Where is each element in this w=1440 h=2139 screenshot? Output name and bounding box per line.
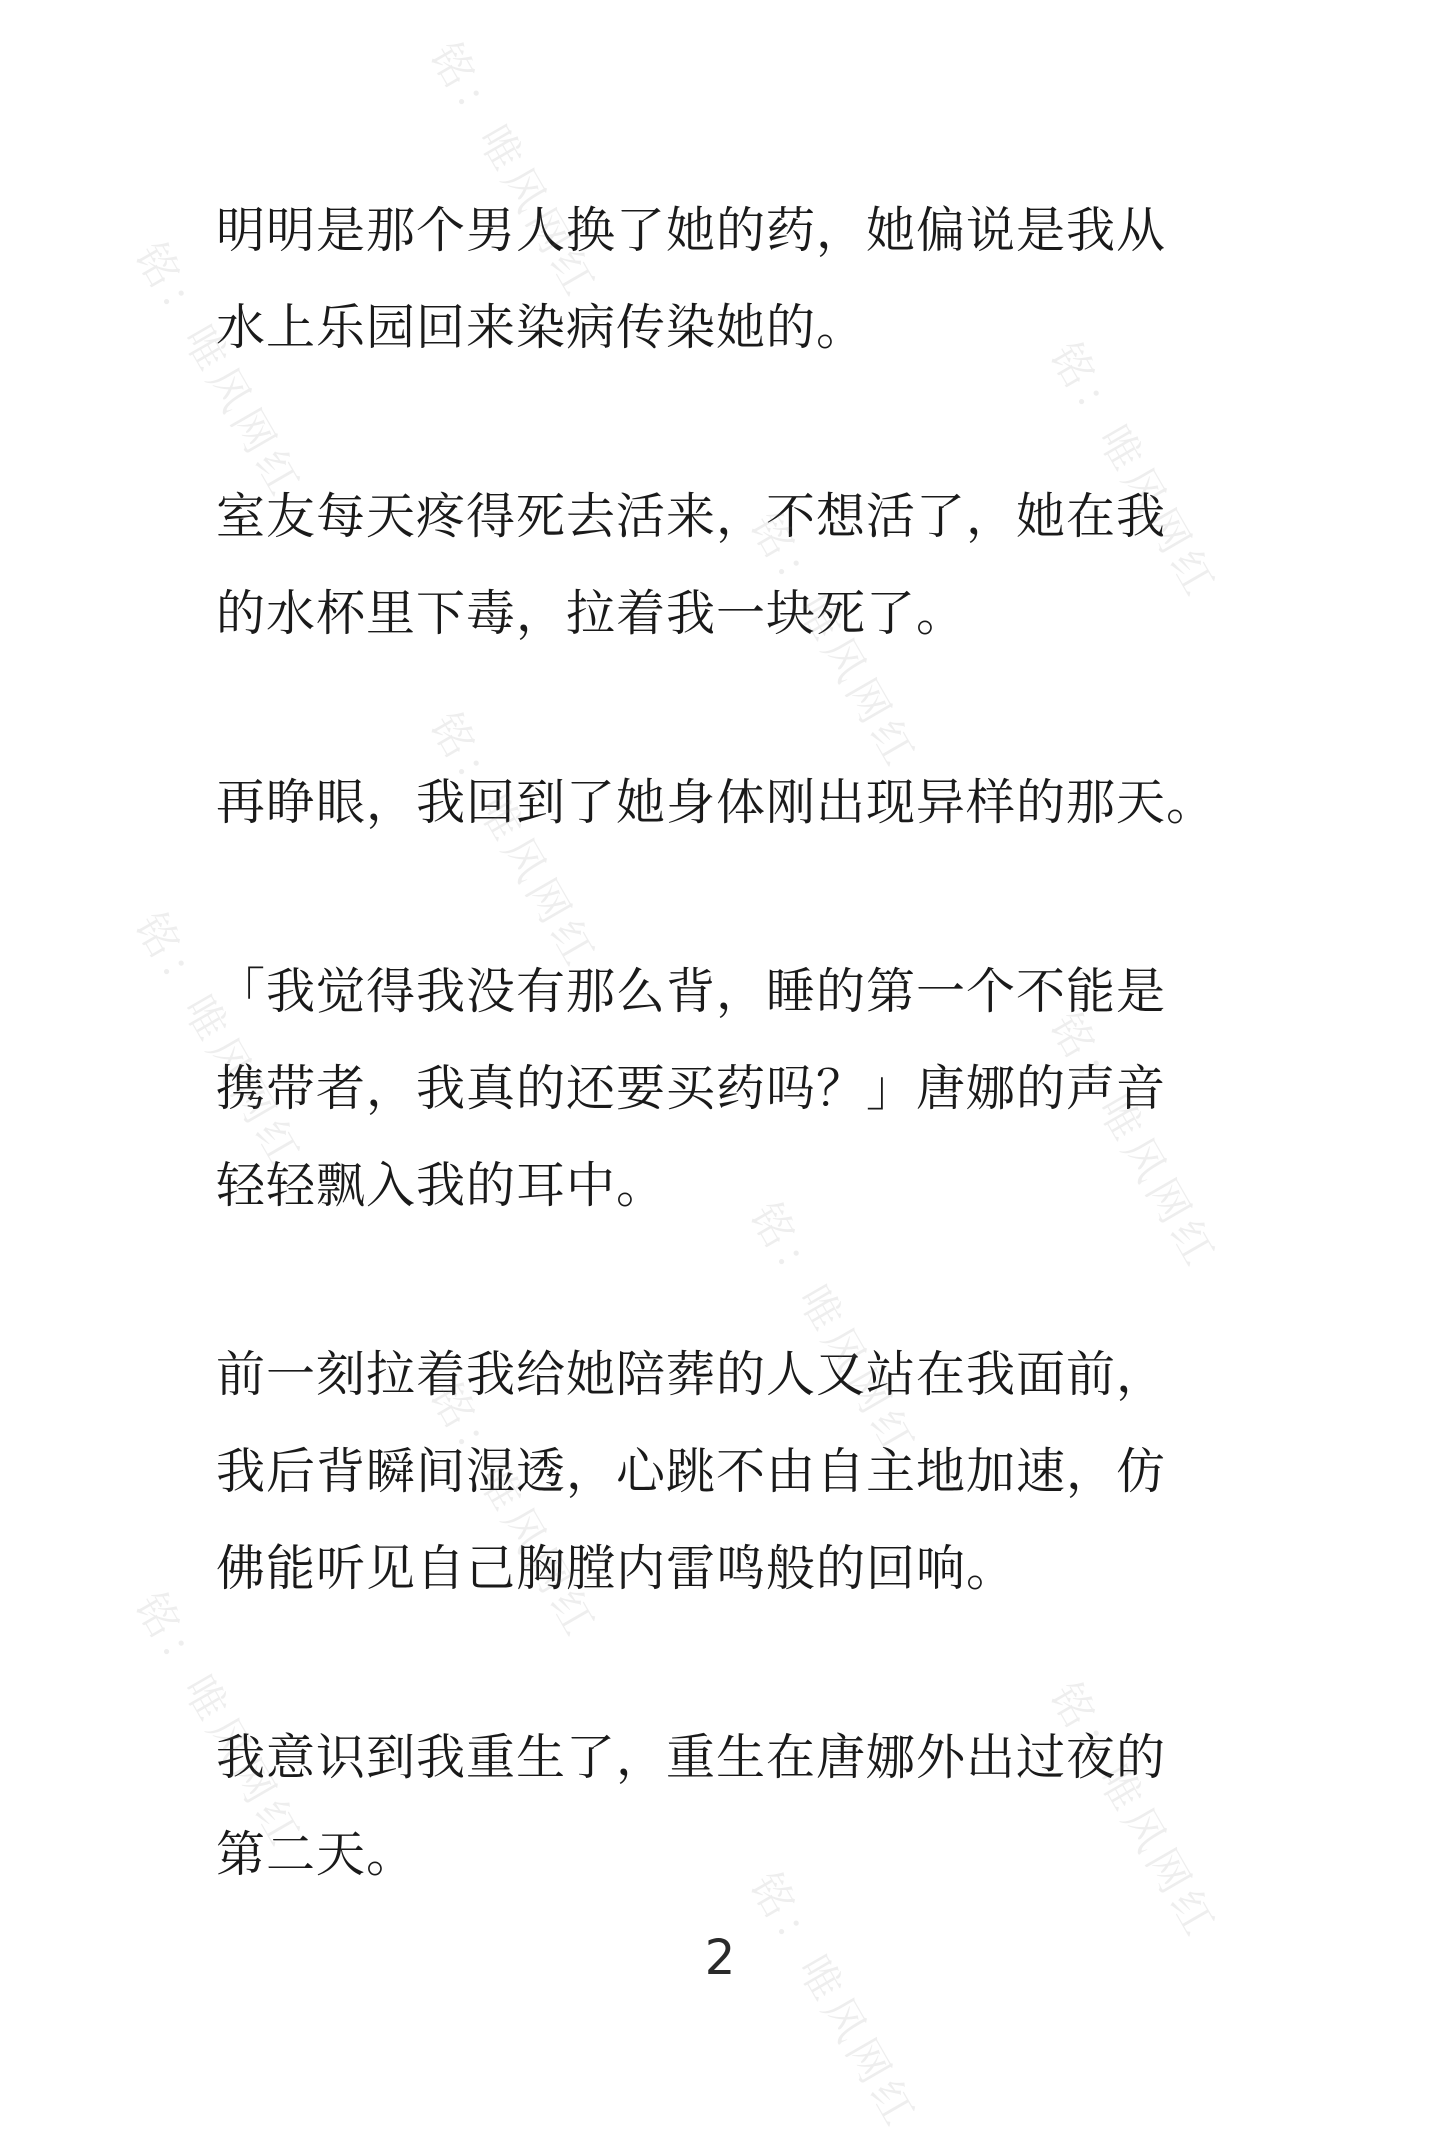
paragraph-6 (216, 1709, 1226, 1903)
paragraph-4 (216, 943, 1226, 1234)
text-line: 第二天。 (216, 1826, 417, 1883)
text-line: 我意识到我重生了，重生在唐娜外出过夜的 (216, 1729, 1167, 1786)
text-line: 轻轻飘入我的耳中。 (216, 1157, 667, 1214)
paragraph-1 (216, 182, 1226, 376)
watermark-text: 铭：唯风网红 (125, 1584, 313, 1858)
page-number: 2 (704, 1930, 736, 1986)
text-line: 水上乐园回来染病传染她的。 (216, 299, 867, 356)
watermark-text: 铭：唯风网红 (420, 34, 608, 308)
watermark-text: 铭：唯风网红 (1040, 334, 1228, 608)
watermark-text: 铭：唯风网红 (125, 234, 313, 508)
text-line: 前一刻拉着我给她陪葬的人又站在我面前， (216, 1346, 1167, 1403)
text-line: 佛能听见自己胸膛内雷鸣般的回响。 (216, 1540, 1017, 1597)
watermark-text: 铭：唯风网红 (740, 1864, 928, 2138)
text-line: 我后背瞬间湿透，心跳不由自主地加速，仿 (216, 1443, 1167, 1500)
text-line: 的水杯里下毒，拉着我一块死了。 (216, 585, 967, 642)
watermark-text: 铭：唯风网红 (125, 904, 313, 1178)
watermark-text: 铭：唯风网红 (740, 1194, 928, 1468)
text-line: 携带者，我真的还要买药吗？」唐娜的声音 (216, 1060, 1167, 1117)
watermark-text: 铭：唯风网红 (420, 1374, 608, 1648)
watermark-text: 铭：唯风网红 (740, 504, 928, 778)
watermark-text: 铭：唯风网红 (420, 704, 608, 978)
watermark-text: 铭：唯风网红 (1040, 1674, 1228, 1948)
text-line: 明明是那个男人换了她的药，她偏说是我从 (216, 202, 1167, 259)
paragraph-3 (216, 754, 1226, 851)
text-line: 室友每天疼得死去活来，不想活了，她在我 (216, 488, 1167, 545)
text-line: 「我觉得我没有那么背，睡的第一个不能是 (216, 963, 1167, 1020)
text-column (216, 182, 1226, 1995)
paragraph-5 (216, 1326, 1226, 1617)
paragraph-2 (216, 468, 1226, 662)
text-line: 再睁眼，我回到了她身体刚出现异样的那天。 (216, 774, 1217, 831)
watermark-text: 铭：唯风网红 (1040, 1004, 1228, 1278)
